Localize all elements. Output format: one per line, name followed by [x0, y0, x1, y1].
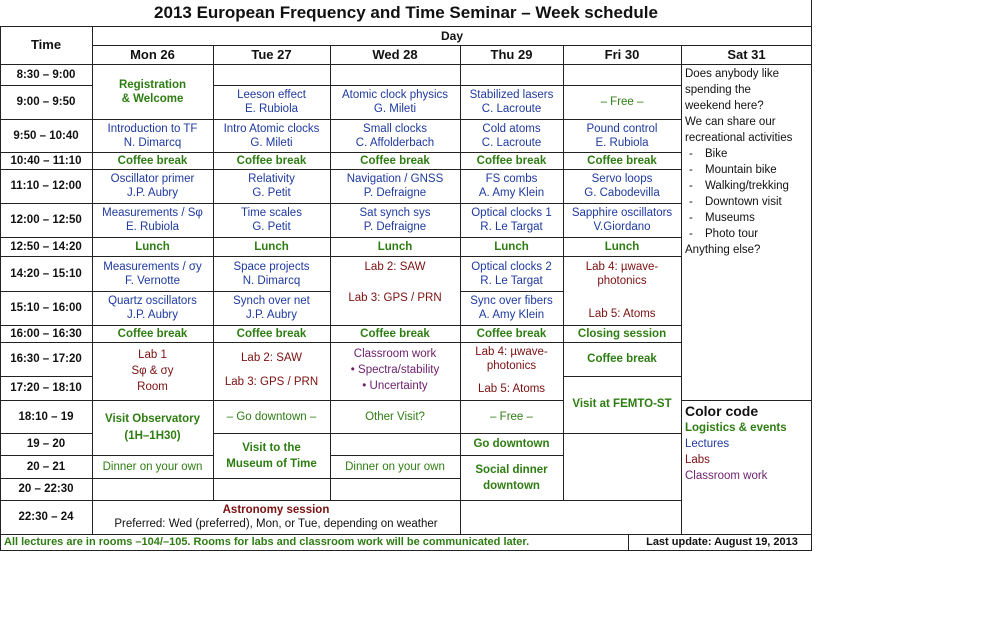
- grid-line: [213, 500, 330, 501]
- grid-line: [460, 500, 563, 501]
- lecture-space-projects: Space projects N. Dimarcq: [233, 260, 310, 287]
- coffee-break: Coffee break: [587, 154, 657, 167]
- time-slot: 12:50 – 14:20: [10, 240, 82, 253]
- social-dinner: Social dinner downtown: [475, 463, 548, 492]
- grid-line: [0, 291, 92, 292]
- lecture-atomic-physics: Atomic clock physics G. Mileti: [341, 89, 449, 115]
- lecture-pound-control: Pound control E. Rubiola: [586, 122, 658, 149]
- grid-line: [330, 237, 460, 238]
- astronomy-session: [92, 500, 460, 534]
- lecture-measurements-sphi: Measurements / Sφ E. Rubiola: [102, 207, 203, 233]
- lab-4-microwave: Lab 4: µwave- photonics: [475, 346, 548, 372]
- grid-line: [563, 45, 564, 500]
- lunch: Lunch: [377, 240, 413, 253]
- grid-line: [0, 85, 92, 86]
- other-visit: Other Visit?: [365, 410, 425, 423]
- time-slot: 17:20 – 18:10: [10, 382, 82, 394]
- grid-line: [563, 152, 681, 153]
- time-slot: 14:20 – 15:10: [10, 267, 82, 280]
- lecture-intro-atomic: Intro Atomic clocks G. Mileti: [223, 122, 320, 149]
- grid-line: [330, 500, 460, 501]
- grid-line: [0, 169, 92, 170]
- classroom-work: Classroom work • Spectra/stability • Uncertainty: [350, 347, 440, 392]
- grid-line: [460, 433, 563, 434]
- grid-line: [460, 237, 563, 238]
- day-wed: Wed 28: [372, 46, 418, 62]
- grid-line: [460, 169, 563, 170]
- lecture-optical-2: Optical clocks 2 R. Le Targat: [471, 260, 552, 287]
- grid-line: [460, 400, 563, 401]
- grid-line: [460, 203, 563, 204]
- grid-line: [460, 256, 563, 257]
- grid-line: [330, 455, 460, 456]
- time-slot: 8:30 – 9:00: [16, 68, 76, 81]
- grid-line: [330, 152, 460, 153]
- lunch: Lunch: [254, 240, 289, 253]
- grid-line: [0, 500, 92, 501]
- grid-line: [330, 45, 331, 500]
- visit-observatory: Visit Observatory (1H–1H30): [104, 412, 201, 442]
- grid-line: [92, 119, 213, 120]
- list-item: - Walking/trekking: [685, 178, 789, 194]
- grid-line: [0, 550, 812, 551]
- grid-line: [330, 85, 460, 86]
- grid-line: [563, 500, 681, 501]
- grid-line: [563, 342, 681, 343]
- coffee-break: Coffee break: [360, 154, 430, 167]
- free-time: – Free –: [600, 96, 644, 108]
- page-title: 2013 European Frequency and Time Seminar – Week schedule: [154, 3, 658, 22]
- day-fri: Fri 30: [604, 46, 640, 62]
- legend-logistics: Logistics & events: [685, 422, 787, 434]
- grid-line: [92, 169, 213, 170]
- legend-title: Color code: [685, 403, 759, 419]
- activity-list: [685, 146, 789, 242]
- go-downtown: Go downtown: [473, 438, 550, 450]
- grid-line: [92, 45, 812, 46]
- grid-line: [213, 85, 330, 86]
- grid-line: [330, 203, 460, 204]
- grid-line: [92, 400, 213, 401]
- grid-line: [460, 119, 563, 120]
- lunch: Lunch: [604, 240, 640, 253]
- grid-line: [0, 64, 812, 65]
- grid-line: [460, 152, 563, 153]
- grid-line: [213, 237, 330, 238]
- list-item: - Mountain bike: [685, 162, 789, 178]
- grid-line: [213, 119, 330, 120]
- lecture-fs-combs: FS combs A. Amy Klein: [478, 173, 545, 199]
- grid-line: [92, 291, 213, 292]
- coffee-break: Coffee break: [476, 327, 547, 340]
- go-downtown: – Go downtown –: [226, 410, 317, 423]
- list-item: - Downtown visit: [685, 194, 789, 210]
- grid-line: [563, 237, 681, 238]
- dinner-own: Dinner on your own: [345, 460, 445, 473]
- grid-line: [92, 342, 213, 343]
- day-sat: Sat 31: [727, 46, 766, 62]
- lab-1: Lab 1 Sφ & σy Room: [131, 349, 174, 393]
- day-tue: Tue 27: [251, 46, 292, 62]
- grid-line: [213, 342, 330, 343]
- grid-line: [330, 256, 460, 257]
- grid-line: [213, 478, 330, 479]
- grid-line: [628, 534, 629, 550]
- lunch: Lunch: [135, 240, 170, 253]
- grid-line: [213, 291, 330, 292]
- grid-line: [92, 500, 213, 501]
- grid-line: [0, 342, 92, 343]
- grid-line: [681, 534, 812, 535]
- closing-session: Closing session: [577, 327, 667, 340]
- lecture-stabilized-lasers: Stabilized lasers C. Lacroute: [469, 89, 554, 115]
- coffee-break: Coffee break: [360, 327, 430, 340]
- legend-labs: Labs: [685, 454, 710, 466]
- dinner-own: Dinner on your own: [102, 460, 203, 473]
- grid-line: [563, 376, 681, 377]
- time-slot: 9:50 – 10:40: [13, 129, 79, 142]
- grid-line: [460, 45, 461, 500]
- time-slot: 20 – 22:30: [18, 483, 74, 495]
- grid-line: [0, 26, 1, 551]
- time-slot: 9:00 – 9:50: [16, 96, 76, 108]
- time-slot: 18:10 – 19: [18, 410, 74, 423]
- list-item: - Museums: [685, 210, 789, 226]
- grid-line: [330, 478, 460, 479]
- free-time: – Free –: [490, 410, 533, 423]
- grid-line: [460, 500, 461, 534]
- weekend-note: Does anybody like spending the weekend here? We can share our recreational activities - Bike - Mountain bike - Walking/trekking - Downtown visit - Museums - Photo tour Anything else?: [685, 66, 811, 262]
- grid-line: [563, 119, 681, 120]
- lecture-servo-loops: Servo loops G. Cabodevilla: [584, 173, 660, 199]
- lab-3-gps: Lab 3: GPS / PRN: [348, 292, 442, 304]
- day-thu: Thu 29: [490, 46, 533, 62]
- grid-line: [92, 478, 213, 479]
- grid-line: [92, 455, 213, 456]
- grid-line: [0, 203, 92, 204]
- lecture-quartz: Quartz oscillators J.P. Aubry: [108, 295, 197, 321]
- grid-line: [213, 325, 330, 326]
- grid-line: [92, 152, 213, 153]
- grid-line: [330, 400, 460, 401]
- grid-line: [563, 85, 681, 86]
- grid-line: [0, 119, 92, 120]
- lecture-cold-atoms: Cold atoms C. Lacroute: [481, 122, 542, 149]
- lecture-intro-tf: Introduction to TF N. Dimarcq: [107, 122, 198, 149]
- grid-line: [330, 119, 460, 120]
- lecture-sync-fibers: Sync over fibers A. Amy Klein: [470, 295, 553, 321]
- grid-line: [92, 256, 213, 257]
- coffee-break: Coffee break: [117, 154, 188, 167]
- grid-line: [460, 342, 563, 343]
- grid-line: [563, 325, 681, 326]
- grid-line: [330, 169, 460, 170]
- lecture-synch-net: Synch over net J.P. Aubry: [233, 295, 310, 321]
- day-mon: Mon 26: [130, 46, 175, 62]
- grid-line: [330, 325, 460, 326]
- time-header: Time: [30, 37, 62, 52]
- grid-line: [92, 325, 213, 326]
- lecture-oscillator-primer: Oscillator primer J.P. Aubry: [110, 173, 195, 199]
- day-header: Day: [440, 28, 463, 43]
- coffee-break: Coffee break: [476, 154, 547, 167]
- grid-line: [681, 45, 682, 534]
- grid-line: [0, 237, 92, 238]
- lab-2-saw: Lab 2: SAW: [364, 261, 426, 273]
- time-slot: 22:30 – 24: [18, 511, 74, 523]
- time-slot: 10:40 – 11:10: [10, 154, 82, 167]
- grid-line: [811, 0, 812, 551]
- grid-line: [0, 256, 92, 257]
- lecture-small-clocks: Small clocks C. Affolderbach: [355, 122, 435, 149]
- lecture-measurements-sigma: Measurements / σy F. Vernotte: [103, 260, 202, 287]
- grid-line: [213, 256, 330, 257]
- visit-museum: Visit to the Museum of Time: [226, 441, 317, 470]
- grid-line: [563, 203, 681, 204]
- grid-line: [460, 325, 563, 326]
- time-slot: 16:30 – 17:20: [10, 353, 82, 365]
- grid-line: [92, 203, 213, 204]
- grid-line: [0, 26, 812, 27]
- lecture-relativity: Relativity G. Petit: [248, 173, 295, 199]
- legend-classroom: Classroom work: [685, 470, 768, 482]
- time-slot: 16:00 – 16:30: [10, 327, 82, 340]
- lab-4-microwave: Lab 4: µwave- photonics: [585, 260, 659, 287]
- grid-line: [213, 152, 330, 153]
- grid-line: [460, 291, 563, 292]
- grid-line: [330, 433, 460, 434]
- last-update: Last update: August 19, 2013: [646, 536, 798, 548]
- color-legend: [685, 402, 811, 492]
- astronomy-title: Astronomy session: [222, 504, 330, 516]
- lecture-sat-synch: Sat synch sys P. Defraigne: [359, 207, 431, 233]
- lab-2-saw: Lab 2: SAW: [241, 352, 302, 364]
- lunch: Lunch: [494, 240, 529, 253]
- legend-lectures: Lectures: [685, 438, 730, 450]
- grid-line: [0, 400, 92, 401]
- grid-line: [92, 237, 213, 238]
- grid-line: [0, 455, 92, 456]
- list-item: - Bike: [685, 146, 789, 162]
- list-item: - Photo tour: [685, 226, 789, 242]
- grid-line: [92, 26, 93, 534]
- grid-line: [0, 433, 92, 434]
- grid-line: [460, 455, 563, 456]
- grid-line: [563, 256, 681, 257]
- event-registration: Registration & Welcome: [118, 78, 187, 105]
- lecture-time-scales: Time scales G. Petit: [241, 207, 302, 233]
- coffee-break: Coffee break: [117, 327, 188, 340]
- time-slot: 19 – 20: [26, 438, 66, 450]
- grid-line: [213, 433, 330, 434]
- grid-line: [681, 400, 812, 401]
- grid-line: [563, 169, 681, 170]
- coffee-break: Coffee break: [236, 327, 307, 340]
- grid-line: [330, 342, 460, 343]
- lab-3-gps: Lab 3: GPS / PRN: [224, 376, 319, 388]
- coffee-break: Coffee break: [236, 154, 307, 167]
- grid-line: [0, 152, 92, 153]
- grid-line: [213, 400, 330, 401]
- grid-line: [213, 203, 330, 204]
- astronomy-note: Preferred: Wed (preferred), Mon, or Tue, depending on weather: [114, 518, 438, 530]
- lab-5-atoms: Lab 5: Atoms: [477, 383, 546, 395]
- grid-line: [0, 376, 92, 377]
- grid-line: [0, 478, 92, 479]
- lecture-leeson: Leeson effect E. Rubiola: [237, 89, 306, 115]
- visit-femto-st: Visit at FEMTO-ST: [572, 398, 672, 410]
- time-slot: 20 – 21: [26, 460, 66, 473]
- time-slot: 12:00 – 12:50: [10, 214, 82, 226]
- lecture-navigation: Navigation / GNSS P. Defraigne: [346, 173, 444, 199]
- lecture-optical-1: Optical clocks 1 R. Le Targat: [471, 207, 552, 233]
- grid-line: [213, 169, 330, 170]
- footer-note: All lectures are in rooms –104/–105. Rooms for labs and classroom work will be communicated later.: [4, 536, 530, 548]
- lecture-sapphire: Sapphire oscillators V.Giordano: [571, 207, 673, 233]
- time-slot: 11:10 – 12:00: [10, 180, 82, 192]
- coffee-break: Coffee break: [587, 353, 657, 365]
- time-slot: 15:10 – 16:00: [10, 302, 82, 314]
- grid-line: [460, 85, 563, 86]
- grid-line: [563, 433, 681, 434]
- grid-line: [213, 45, 214, 500]
- grid-line: [0, 325, 92, 326]
- lab-5-atoms: Lab 5: Atoms: [588, 308, 656, 320]
